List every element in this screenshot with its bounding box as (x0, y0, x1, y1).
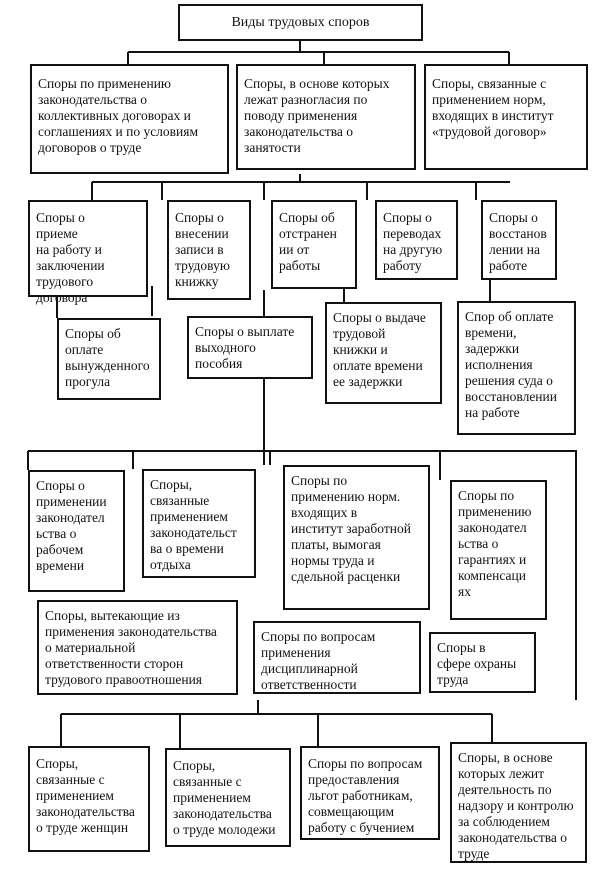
node-study-benefits: Споры по вопросам предоставления льгот работникам, совмещающим работу с бучением (300, 746, 440, 840)
node-suspension: Споры об отстранен ии от работы (271, 200, 357, 289)
node-reinstatement: Споры о восстанов лении на работе (481, 200, 557, 280)
node-workbook-issuance: Споры о выдаче трудовой книжки и оплате времени ее задержки (325, 302, 442, 404)
node-labor-protection: Споры в сфере охраны труда (429, 632, 536, 693)
node-youth-labor: Споры, связанные с применением законодательства о труде молодежи (165, 748, 291, 847)
node-transfers: Споры о переводах на другую работу (375, 200, 458, 280)
node-court-decision-delay: Спор об оплате времени, задержки исполнения решения суда о восстановлении на работе (457, 301, 576, 435)
node-severance-pay: Споры о выплате выходного пособия (187, 316, 313, 379)
node-women-labor: Споры, связанные с применением законодательства о труде женщин (28, 746, 150, 852)
node-wages: Споры по применению норм. входящих в институт заработной платы, вымогая нормы труда и сдельной расценки (283, 465, 430, 610)
node-workbook-entry: Споры о внесении записи в трудовую книжку (167, 200, 251, 300)
connector-level4 (61, 700, 492, 748)
node-forced-absence-pay: Споры об оплате вынужденного прогула (57, 318, 161, 400)
node-material-liability: Споры, вытекающие из применения законодательства о материальной ответственности сторон трудового правоотношения (37, 600, 238, 695)
node-employment-disputes: Споры, в основе которых лежат разногласия по поводу применения законодательства о занятости (236, 64, 416, 170)
connector-level1-level2 (92, 174, 510, 200)
node-supervision: Споры, в основе которых лежит деятельность по надзору и контролю за соблюдением законодательства о труде (450, 742, 587, 863)
node-rest-time: Споры, связанные применением законодательст ва о времени отдыха (142, 469, 256, 578)
chart-title: Виды трудовых споров (178, 4, 423, 41)
connector-title-level1 (128, 40, 509, 64)
node-collective-agreements: Споры по применению законодательства о коллективных договорах и соглашениях и по условиям договоров о труде (30, 64, 229, 174)
node-working-time: Споры о применении законодател ьства о рабочем времени (28, 470, 125, 592)
node-hiring: Споры о приеме на работу и заключении трудового договора (28, 200, 148, 297)
node-disciplinary: Споры по вопросам применения дисциплинарной ответственности (253, 621, 421, 694)
node-guarantees: Споры по применению законодател ьства о гарантиях и компенсаци ях (450, 480, 547, 620)
node-labor-contract: Споры, связанные с применением норм, входящих в институт «трудовой договор» (424, 64, 588, 170)
